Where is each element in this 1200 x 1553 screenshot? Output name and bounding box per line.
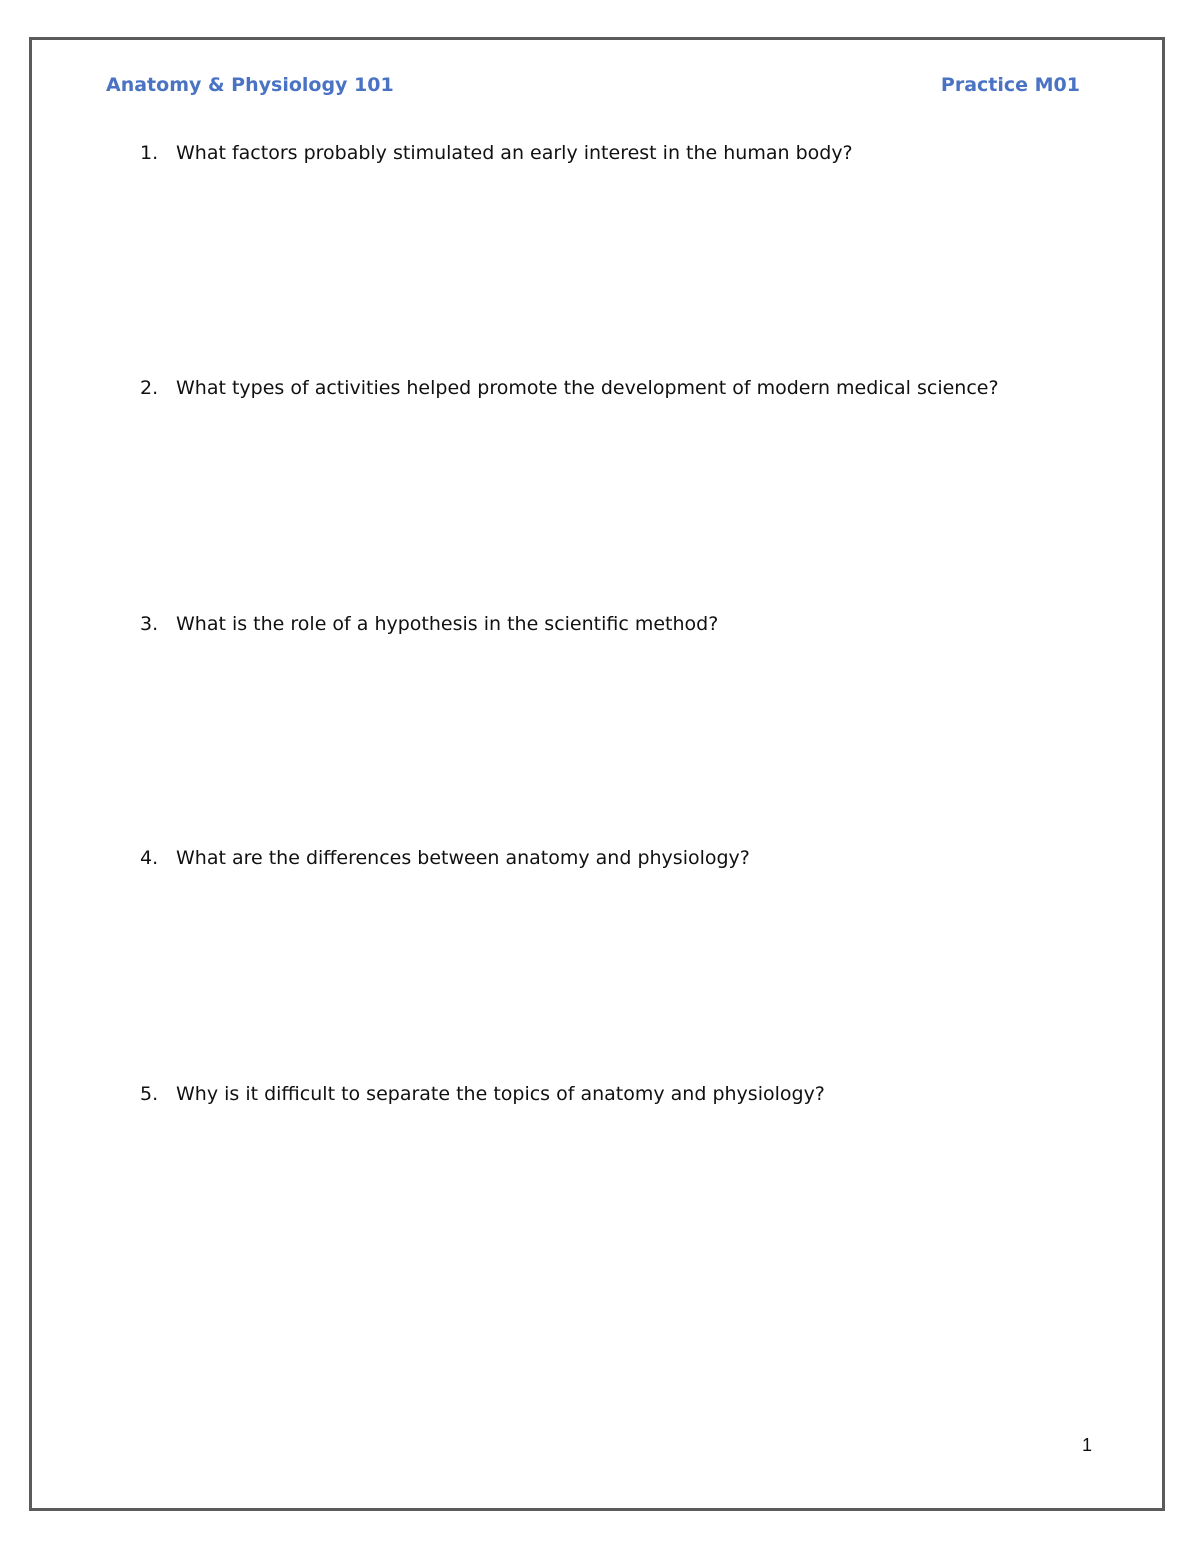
- question-1: [140, 142, 853, 164]
- question-2: [140, 377, 999, 399]
- question-number: 5.: [140, 1083, 159, 1105]
- page-number: 1: [1082, 1435, 1093, 1455]
- assignment-title: Practice M01: [940, 74, 1080, 96]
- question-text: What is the role of a hypothesis in the scientific method?: [176, 613, 719, 635]
- question-text: What are the differences between anatomy and physiology?: [176, 847, 750, 869]
- question-number: 1.: [140, 142, 159, 164]
- question-number: 2.: [140, 377, 159, 399]
- question-5: [140, 1083, 825, 1105]
- page-border: [29, 37, 1165, 1511]
- question-text: What types of activities helped promote the development of modern medical science?: [176, 377, 999, 399]
- question-4: [140, 847, 750, 869]
- question-number: 4.: [140, 847, 159, 869]
- question-text: What factors probably stimulated an early interest in the human body?: [176, 142, 853, 164]
- question-3: [140, 613, 718, 635]
- question-number: 3.: [140, 613, 159, 635]
- course-title: Anatomy & Physiology 101: [106, 74, 394, 96]
- question-text: Why is it difficult to separate the topics of anatomy and physiology?: [176, 1083, 825, 1105]
